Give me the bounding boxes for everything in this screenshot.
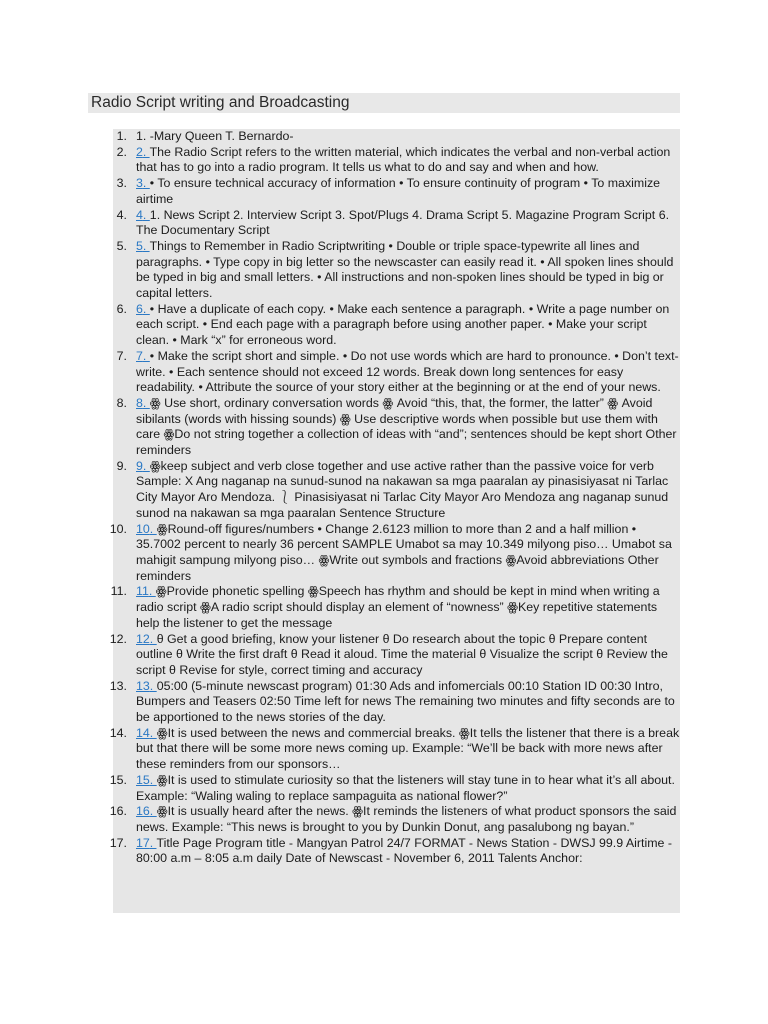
item-text: • Have a duplicate of each copy. • Make each sentence a paragraph. • Write a page number on each script. • End each page with a paragraph before using another paper. • Make your script clean. • Mark “x” for erroneous word.: [136, 301, 670, 348]
list-item: [113, 396, 680, 459]
list-item: [113, 208, 680, 239]
item-text: 1. -Mary Queen T. Bernardo-: [136, 129, 294, 143]
list-item: [113, 129, 680, 145]
item-text: 05:00 (5-minute newscast program) 01:30 Ads and infomercials 00:10 Station ID 00:30 Intro, Bumpers and Teasers 02:50 Time left for news The remaining two minutes and fifty seconds are to be apportioned to the news stories of the day.: [136, 678, 675, 725]
page-title: Radio Script writing and Broadcasting: [91, 94, 350, 111]
list-item: [113, 176, 680, 207]
slide-link[interactable]: 16 .: [136, 804, 157, 818]
item-number: 13 .: [110, 679, 127, 695]
item-number: 2 .: [117, 145, 127, 161]
item-number: 8 .: [117, 396, 127, 412]
list-item: [109, 804, 680, 835]
item-number: 12 .: [110, 632, 127, 648]
list-item: [113, 145, 680, 176]
list-item: [109, 521, 680, 585]
item-number: 17 .: [110, 836, 127, 852]
slide-link[interactable]: 9 .: [136, 459, 150, 473]
slide-link[interactable]: 11 .: [136, 584, 156, 598]
slide-link[interactable]: 5 .: [136, 239, 150, 253]
item-text: • Make the script short and simple. • Do not use words which are hard to pronounce. • Don’t text-write. • Each sentence should not exceed 12 words. Break down long sentences for easy readability. • Attribute the source of your story either at the beginning or at the end of your news.: [136, 348, 679, 395]
list-item: [110, 584, 680, 631]
slide-link[interactable]: 15 .: [136, 773, 157, 787]
script-list: [109, 129, 680, 867]
item-text: • To ensure technical accuracy of information • To ensure continuity of program • To maximize airtime: [136, 176, 661, 206]
item-text: 1. News Script 2. Interview Script 3. Spot/Plugs 4. Drama Script 5. Magazine Program Script 6. The Documentary Script: [136, 207, 670, 238]
slide-text-list: [109, 129, 680, 913]
item-text: ꙮIt is used between the news and commercial breaks. ꙮIt tells the listener that there is a break but that there will be some more news coming up. Example: “We’ll be back with more news after these reminders from our sponsors…: [136, 725, 680, 772]
list-item: [113, 459, 680, 522]
slide-link[interactable]: 7 .: [136, 349, 150, 363]
item-number: 10 .: [110, 522, 127, 538]
slide-link[interactable]: 10 .: [136, 522, 157, 536]
item-number: 5 .: [117, 239, 127, 255]
item-number: 6 .: [117, 302, 127, 318]
slide-link[interactable]: 4 .: [136, 208, 150, 222]
item-text: The Radio Script refers to the written material, which indicates the verbal and non-verbal action that has to go into a radio program. It tells us what to do and say and when and how.: [136, 144, 671, 175]
item-text: ꙮ Use short, ordinary conversation words ꙮ Avoid “this, that, the former, the latter” ꙮ Avoid sibilants (words with hissing sounds) ꙮ Use descriptive words when possible but use them with care ꙮDo not string together a collection of ideas with “and”; sentences should be kept short Other reminders: [136, 395, 677, 458]
slide-link[interactable]: 6 .: [136, 302, 150, 316]
slide-link[interactable]: 12 .: [136, 632, 157, 646]
slide-link[interactable]: 13 .: [136, 679, 157, 693]
list-item: [109, 772, 680, 804]
list-item: [113, 302, 680, 349]
item-text: ꙮkeep subject and verb close together and use active rather than the passive voice for verb Sample: X Ang naganap na sunud-sunod na nakawan sa mga paaralan ay pinasisiyasat ni Tarlac City Mayor Aro Mendoza. ⎱ Pinasisiyasat ni Tarlac City Mayor Aro Mendoza ang naganap sunud sunod na nakawan sa mga paaralan Sentence Structure: [136, 458, 669, 520]
slide-link[interactable]: 3 .: [136, 176, 150, 190]
item-number: 16 .: [110, 804, 127, 820]
list-item: [109, 631, 680, 679]
title-bar: [88, 93, 680, 113]
item-number: 15 .: [110, 773, 127, 789]
list-item: [109, 678, 680, 726]
list-item: [109, 725, 680, 773]
slide-link[interactable]: 14 .: [136, 726, 157, 740]
item-number: 3 .: [117, 176, 127, 192]
item-text: ꙮRound-off figures/numbers • Change 2.6123 million to more than 2 and a half million • 35.7002 percent to nearly 36 percent SAMPLE Umabot sa may 10.349 milyong piso… Umabot sa mahigit sampung milyong piso… ꙮWrite out symbols and fractions ꙮAvoid abbreviations Other reminders: [136, 521, 672, 583]
item-text: ꙮProvide phonetic spelling ꙮSpeech has rhythm and should be kept in mind when writing a radio script ꙮA radio script should display an element of “nowness” ꙮKey repetitive statements help the listener to get the message: [136, 584, 660, 630]
list-item: [109, 835, 680, 867]
item-number: 9 .: [117, 459, 127, 475]
item-text: ꙮIt is used to stimulate curiosity so that the listeners will stay tune in to hear what it’s all about. Example: “Waling waling to replace sampaguita as national flower?”: [136, 772, 675, 803]
item-text: Title Page Program title - Mangyan Patrol 24/7 FORMAT - News Station - DWSJ 99.9 Airtime - 80:00 a.m – 8:05 a.m daily Date of Newscast - November 6, 2011 Talents Anchor:: [136, 835, 672, 866]
item-number: 11 .: [111, 584, 127, 600]
slide-link[interactable]: 2 .: [136, 145, 150, 159]
item-number: 14 .: [110, 726, 127, 742]
item-number: 1 .: [117, 129, 127, 145]
list-item: [113, 239, 680, 302]
slide-link[interactable]: 8 .: [136, 396, 150, 410]
item-text: Things to Remember in Radio Scriptwriting • Double or triple space-typewrite all lines and paragraphs. • Type copy in big letter so the newscaster can easily read it. • All spoken lines should be typed in big and small letters. • All instructions and non-spoken lines should be typed in big or capital letters.: [136, 238, 674, 301]
item-number: 7 .: [117, 349, 127, 365]
item-number: 4 .: [117, 208, 127, 224]
slide-link[interactable]: 17 .: [136, 836, 156, 850]
list-item: [113, 349, 680, 396]
item-text: θ Get a good briefing, know your listener θ Do research about the topic θ Prepare content outline θ Write the first draft θ Read it aloud. Time the material θ Visualize the script θ Review the script θ Revise for style, correct timing and accuracy: [136, 631, 668, 677]
item-text: ꙮIt is usually heard after the news. ꙮIt reminds the listeners of what product sponsors the said news. Example: “This news is brought to you by Dunkin Donut, ang pasalubong ng bayan.”: [136, 804, 677, 834]
